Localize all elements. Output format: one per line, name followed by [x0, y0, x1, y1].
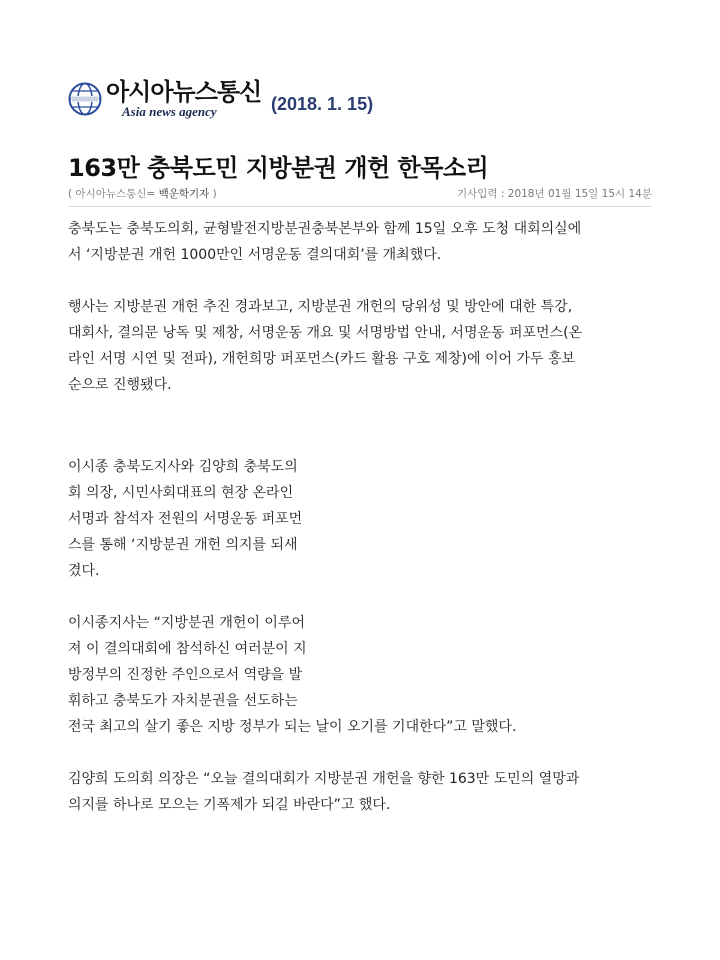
paragraph-line: 져 이 결의대회에 참석하신 여러분이 지 — [68, 641, 307, 657]
paragraph-line: 대회사, 결의문 낭독 및 제창, 서명운동 개요 및 서명방법 안내, 서명운동 퍼포먼스(온 — [68, 325, 583, 341]
logo-korean-text: 아시아뉴스통신 — [106, 78, 262, 106]
paragraph-line: 스를 통해 ‘지방분권 개헌 의지를 되새 — [68, 537, 298, 553]
paragraph-line: 이시종 충북도지사와 김양희 충북도의 — [68, 459, 298, 475]
paragraph — [68, 610, 668, 740]
paragraph-line: 겼다. — [68, 563, 100, 579]
paragraph-line: 김양희 도의회 의장은 “오늘 결의대회가 지방분권 개헌을 향한 163만 도민의 열망과 — [68, 771, 580, 787]
paragraph-line: 이시종지사는 “지방분권 개헌이 이루어 — [68, 615, 305, 631]
globe-icon — [68, 82, 102, 116]
paragraph-line: 서 ‘지방분권 개헌 1000만인 서명운동 결의대회’를 개최했다. — [68, 247, 442, 263]
asia-news-agency-logo[interactable] — [66, 78, 266, 122]
paragraph-line: 충북도는 충북도의회, 균형발전지방분권충북본부와 함께 15일 오후 도청 대회의실에 — [68, 221, 582, 237]
paragraph-line: 방정부의 진정한 주인으로서 역량을 발 — [68, 667, 303, 683]
paragraph — [68, 454, 668, 584]
paragraph-line: 회 의장, 시민사회대표의 현장 온라인 — [68, 485, 294, 501]
article-source — [68, 186, 217, 201]
publication-date: (2018. 1. 15) — [271, 94, 374, 114]
masthead — [66, 78, 666, 122]
article-meta — [68, 186, 652, 204]
article-timestamp: 기사입력 : 2018년 01월 15일 15시 14분 — [456, 188, 652, 200]
divider — [68, 206, 652, 207]
source-close: ) — [209, 188, 217, 200]
logo-english-text: Asia news agency — [122, 104, 217, 119]
source-label: ( 아시아뉴스통신= — [68, 188, 159, 200]
paragraph-line: 행사는 지방분권 개헌 추진 경과보고, 지방분권 개헌의 당위성 및 방안에 대한 특강, — [68, 299, 573, 315]
article-title: 163만 충북도민 지방분권 개헌 한목소리 — [68, 154, 489, 182]
article-body — [68, 216, 668, 818]
paragraph-line: 라인 서명 시연 및 전파), 개헌희망 퍼포먼스(카드 활용 구호 제창)에 이어 가두 홍보 — [68, 351, 576, 367]
paragraph — [68, 766, 668, 818]
paragraph-line: 휘하고 충북도가 자치분권을 선도하는 — [68, 693, 298, 709]
paragraph-line: 순으로 진행됐다. — [68, 377, 172, 393]
paragraph — [68, 294, 668, 398]
paragraph-line: 의지를 하나로 모으는 기폭제가 되길 바란다”고 했다. — [68, 797, 391, 813]
paragraph-line: 서명과 참석자 전원의 서명운동 퍼포먼 — [68, 511, 303, 527]
paragraph — [68, 216, 668, 268]
paragraph-line: 전국 최고의 살기 좋은 지방 정부가 되는 날이 오기를 기대한다”고 말했다. — [68, 719, 517, 735]
reporter-name[interactable]: 백운학기자 — [158, 188, 210, 200]
